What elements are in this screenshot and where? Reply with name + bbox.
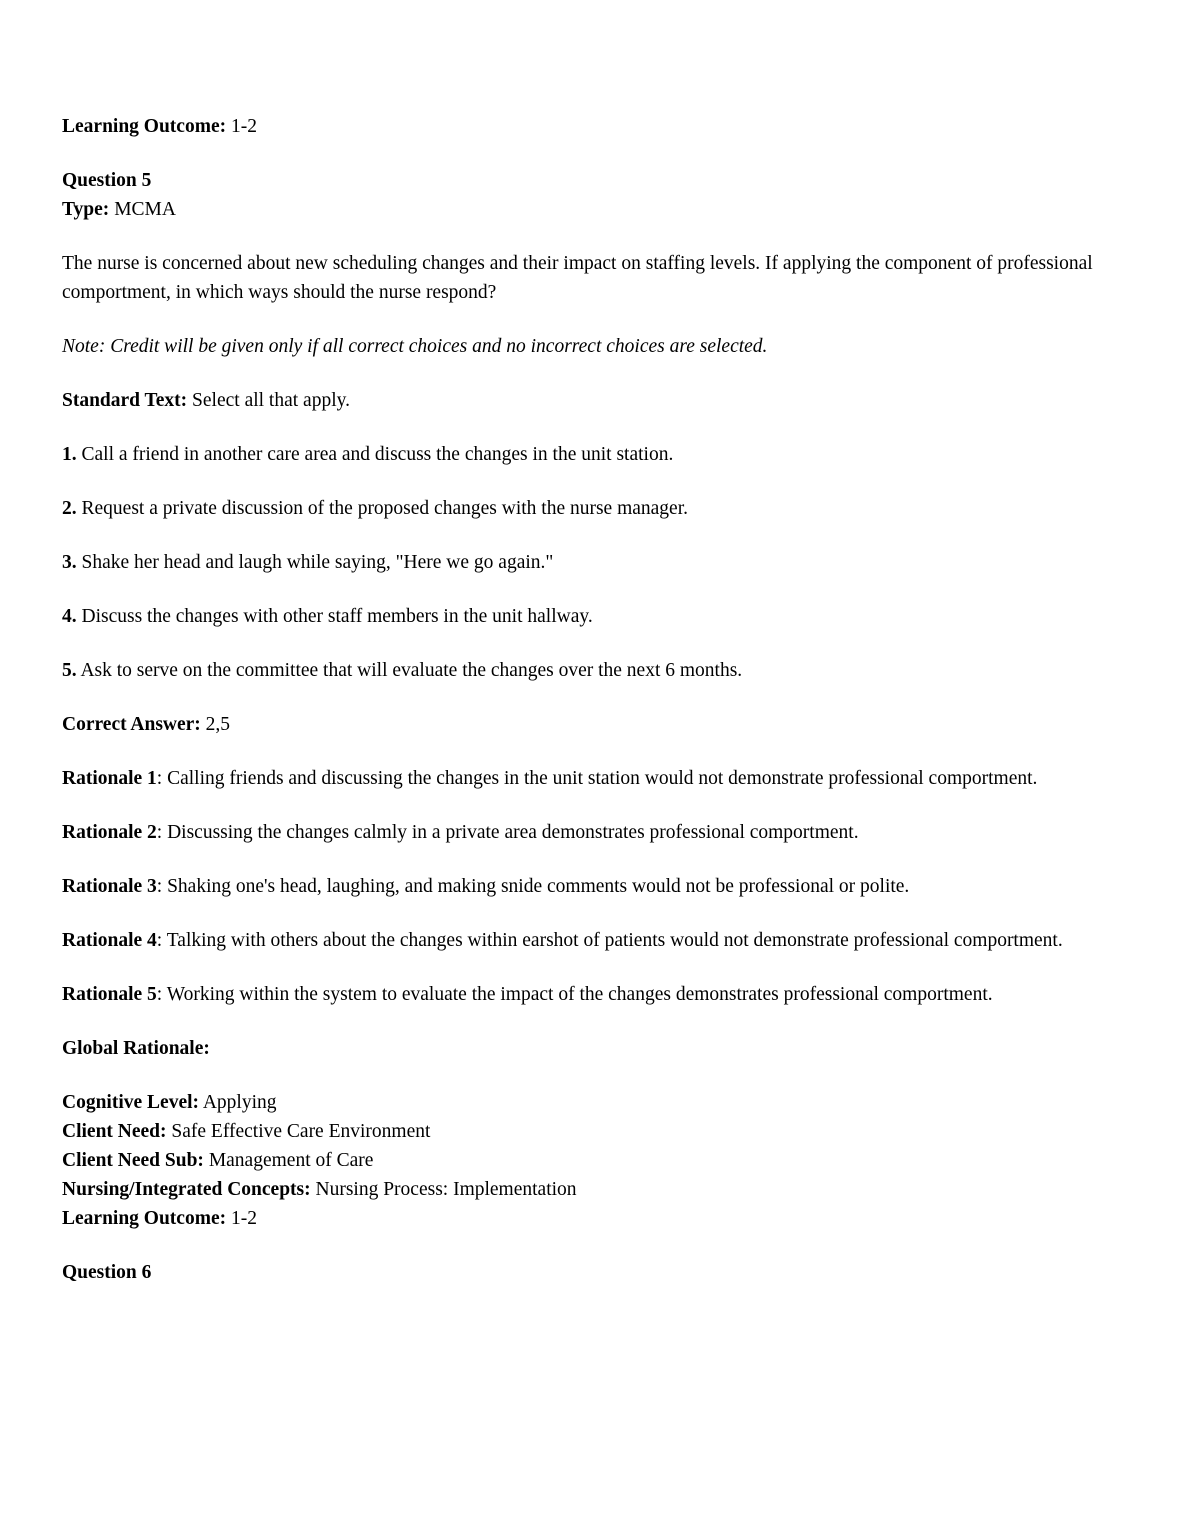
global-rationale-heading: Global Rationale: [62,1038,210,1059]
question-type-line [62,195,1128,224]
option-5-number: 5. [62,660,77,681]
rationale-1-label: Rationale 1 [62,768,157,789]
question-title: Question 5 [62,170,152,191]
question-type-value: MCMA [114,199,176,220]
rationale-3 [62,872,1128,901]
learning-outcome-bottom-value: 1-2 [230,1208,257,1229]
rationale-3-label: Rationale 3 [62,876,157,897]
client-need-label: Client Need: [62,1121,167,1142]
nursing-concepts-label: Nursing/Integrated Concepts: [62,1179,311,1200]
option-1-number: 1. [62,444,77,465]
cognitive-level-line [62,1088,1128,1117]
rationale-4-text: : Talking with others about the changes within earshot of patients would not demonstrate professional comportment. [156,930,1063,951]
option-3-text: Shake her head and laugh while saying, "Here we go again." [81,552,554,573]
option-3-number: 3. [62,552,77,573]
client-need-line [62,1117,1128,1146]
question-header [62,166,1128,224]
credit-note: Note: Credit will be given only if all correct choices and no incorrect choices are selected. [62,336,768,357]
standard-text-value: Select all that apply. [192,390,350,411]
option-1 [62,440,1128,469]
option-4 [62,602,1128,631]
question-type-label: Type: [62,199,110,220]
standard-text-line [62,386,1128,415]
rationale-2-label: Rationale 2 [62,822,157,843]
rationale-2-text: : Discussing the changes calmly in a private area demonstrates professional comportment. [156,822,859,843]
option-2-number: 2. [62,498,77,519]
cognitive-level-value: Applying [202,1092,277,1113]
learning-outcome-bottom-label: Learning Outcome: [62,1208,227,1229]
option-1-text: Call a friend in another care area and discuss the changes in the unit station. [81,444,674,465]
client-need-value: Safe Effective Care Environment [171,1121,431,1142]
learning-outcome-value: 1-2 [230,116,257,137]
learning-outcome-line [62,112,1128,141]
rationale-4 [62,926,1128,955]
correct-answer-value: 2,5 [205,714,231,735]
correct-answer-line [62,710,1128,739]
correct-answer-label: Correct Answer: [62,714,201,735]
rationale-5-text: : Working within the system to evaluate the impact of the changes demonstrates professional comportment. [156,984,993,1005]
client-need-sub-label: Client Need Sub: [62,1150,204,1171]
learning-outcome-bottom-line [62,1204,1128,1233]
rationale-2 [62,818,1128,847]
rationale-1-text: : Calling friends and discussing the changes in the unit station would not demonstrate professional comportment. [156,768,1038,789]
nursing-concepts-value: Nursing Process: Implementation [315,1179,577,1200]
rationale-5-label: Rationale 5 [62,984,157,1005]
option-5 [62,656,1128,685]
rationale-3-text: : Shaking one's head, laughing, and making snide comments would not be professional or polite. [156,876,910,897]
client-need-sub-line [62,1146,1128,1175]
client-need-sub-value: Management of Care [208,1150,374,1171]
option-5-text: Ask to serve on the committee that will evaluate the changes over the next 6 months. [80,660,743,681]
next-question-heading: Question 6 [62,1262,152,1283]
rationale-5 [62,980,1128,1009]
question-stem: The nurse is concerned about new scheduling changes and their impact on staffing levels. If applying the component of professional comportment, in which ways should the nurse respond? [62,253,1093,303]
learning-outcome-label: Learning Outcome: [62,116,227,137]
nursing-concepts-line [62,1175,1128,1204]
option-3 [62,548,1128,577]
option-4-number: 4. [62,606,77,627]
rationale-1 [62,764,1128,793]
option-2 [62,494,1128,523]
classification-block [62,1088,1128,1233]
standard-text-label: Standard Text: [62,390,188,411]
rationale-4-label: Rationale 4 [62,930,157,951]
option-4-text: Discuss the changes with other staff members in the unit hallway. [81,606,593,627]
option-2-text: Request a private discussion of the proposed changes with the nurse manager. [81,498,689,519]
cognitive-level-label: Cognitive Level: [62,1092,200,1113]
